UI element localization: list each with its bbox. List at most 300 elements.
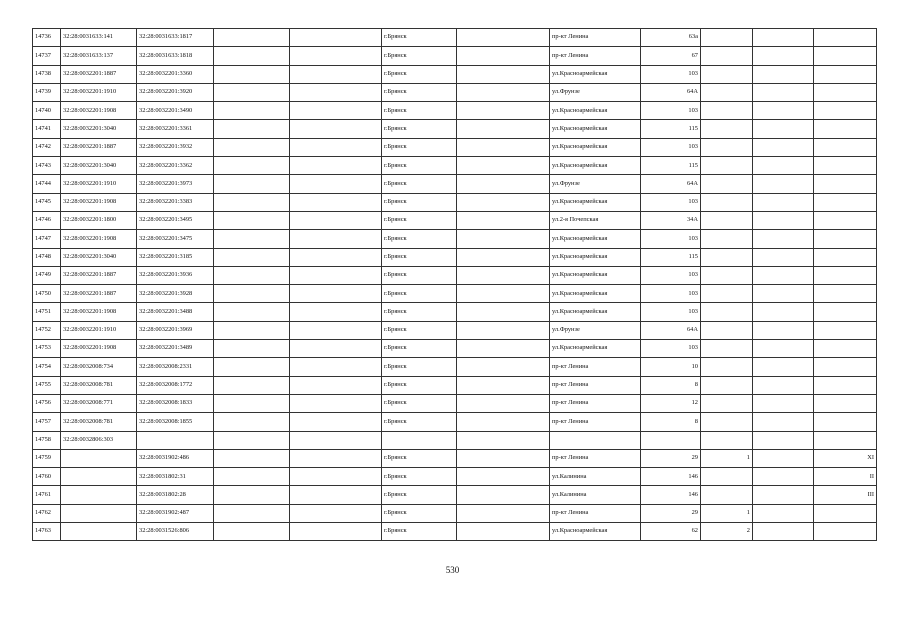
empty-cell: [457, 376, 550, 394]
cadastral-parent: [61, 486, 137, 504]
empty-cell: [290, 431, 382, 449]
street-cell: ул.Фрунзе: [550, 321, 641, 339]
empty-cell: [457, 120, 550, 138]
table-row: [33, 340, 877, 358]
cadastral-number: 32:28:0032201:3360: [137, 65, 214, 83]
empty-cell: [214, 193, 290, 211]
cadastral-number: 32:28:0032201:3928: [137, 285, 214, 303]
empty-cell: [753, 504, 814, 522]
cadastral-number: 32:28:0032008:1772: [137, 376, 214, 394]
house-cell: 8: [641, 376, 701, 394]
empty-cell: [753, 303, 814, 321]
city-cell: г.Брянск: [382, 303, 457, 321]
city-cell: г.Брянск: [382, 449, 457, 467]
empty-cell: [214, 376, 290, 394]
empty-cell: [457, 340, 550, 358]
empty-cell: [214, 431, 290, 449]
empty-cell: [214, 394, 290, 412]
city-cell: г.Брянск: [382, 266, 457, 284]
empty-cell: [214, 102, 290, 120]
empty-cell: [214, 303, 290, 321]
empty-cell: [214, 120, 290, 138]
cadastral-parent: 32:28:0032008:781: [61, 413, 137, 431]
empty-cell: [457, 29, 550, 47]
extra-cell-2: [814, 523, 877, 541]
table-row: [33, 47, 877, 65]
city-cell: г.Брянск: [382, 321, 457, 339]
cadastral-number: 32:28:0032201:3969: [137, 321, 214, 339]
extra-cell-1: [701, 193, 753, 211]
empty-cell: [457, 175, 550, 193]
extra-cell-2: [814, 394, 877, 412]
city-cell: г.Брянск: [382, 285, 457, 303]
city-cell: г.Брянск: [382, 102, 457, 120]
row-number: 14748: [33, 248, 61, 266]
cadastral-number: 32:28:0032201:3383: [137, 193, 214, 211]
row-number: 14746: [33, 211, 61, 229]
table-row: [33, 321, 877, 339]
cadastral-number: 32:28:0031902:486: [137, 449, 214, 467]
empty-cell: [214, 230, 290, 248]
row-number: 14741: [33, 120, 61, 138]
extra-cell-1: [701, 431, 753, 449]
cadastral-number: 32:28:0031526:806: [137, 523, 214, 541]
row-number: 14755: [33, 376, 61, 394]
house-cell: 103: [641, 285, 701, 303]
city-cell: г.Брянск: [382, 211, 457, 229]
empty-cell: [457, 486, 550, 504]
city-cell: г.Брянск: [382, 358, 457, 376]
house-cell: 64А: [641, 175, 701, 193]
street-cell: ул.Красноармейская: [550, 120, 641, 138]
empty-cell: [457, 449, 550, 467]
table-row: [33, 394, 877, 412]
cadastral-number: 32:28:0032201:3488: [137, 303, 214, 321]
cadastral-number: 32:28:0032008:2331: [137, 358, 214, 376]
extra-cell-2: [814, 303, 877, 321]
empty-cell: [457, 157, 550, 175]
cadastral-parent: 32:28:0032008:734: [61, 358, 137, 376]
extra-cell-2: [814, 413, 877, 431]
table-row: [33, 248, 877, 266]
empty-cell: [290, 449, 382, 467]
empty-cell: [214, 321, 290, 339]
empty-cell: [214, 211, 290, 229]
house-cell: 103: [641, 340, 701, 358]
extra-cell-1: [701, 394, 753, 412]
cadastral-number: 32:28:0031802:28: [137, 486, 214, 504]
street-cell: пр-кт Ленина: [550, 358, 641, 376]
house-cell: 12: [641, 394, 701, 412]
empty-cell: [457, 358, 550, 376]
empty-cell: [753, 29, 814, 47]
row-number: 14742: [33, 138, 61, 156]
empty-cell: [457, 138, 550, 156]
street-cell: пр-кт Ленина: [550, 504, 641, 522]
empty-cell: [290, 468, 382, 486]
cadastral-number: 32:28:0032201:3475: [137, 230, 214, 248]
extra-cell-2: [814, 120, 877, 138]
cadastral-parent: 32:28:0031633:141: [61, 29, 137, 47]
empty-cell: [290, 175, 382, 193]
table-row: [33, 431, 877, 449]
house-cell: 115: [641, 120, 701, 138]
empty-cell: [753, 211, 814, 229]
empty-cell: [290, 138, 382, 156]
empty-cell: [214, 486, 290, 504]
cadastral-parent: 32:28:0032008:771: [61, 394, 137, 412]
row-number: 14740: [33, 102, 61, 120]
extra-cell-2: [814, 266, 877, 284]
house-cell: 63а: [641, 29, 701, 47]
city-cell: [382, 431, 457, 449]
empty-cell: [290, 358, 382, 376]
table-row: [33, 285, 877, 303]
house-cell: [641, 431, 701, 449]
empty-cell: [214, 358, 290, 376]
extra-cell-2: [814, 193, 877, 211]
empty-cell: [457, 230, 550, 248]
cadastral-parent: 32:28:0032201:1887: [61, 138, 137, 156]
row-number: 14745: [33, 193, 61, 211]
extra-cell-2: [814, 102, 877, 120]
extra-cell-2: [814, 230, 877, 248]
cadastral-number: 32:28:0032008:1833: [137, 394, 214, 412]
street-cell: ул.Красноармейская: [550, 65, 641, 83]
cadastral-number: 32:28:0032201:3920: [137, 83, 214, 101]
house-cell: 103: [641, 303, 701, 321]
cadastral-parent: 32:28:0032201:1800: [61, 211, 137, 229]
extra-cell-1: [701, 376, 753, 394]
extra-cell-2: [814, 285, 877, 303]
table-row: [33, 376, 877, 394]
cadastral-number: 32:28:0031633:1818: [137, 47, 214, 65]
table-row: [33, 65, 877, 83]
row-number: 14750: [33, 285, 61, 303]
street-cell: пр-кт Ленина: [550, 394, 641, 412]
house-cell: 103: [641, 230, 701, 248]
row-number: 14759: [33, 449, 61, 467]
empty-cell: [214, 47, 290, 65]
cadastral-number: 32:28:0032201:3490: [137, 102, 214, 120]
extra-cell-2: [814, 321, 877, 339]
row-number: 14747: [33, 230, 61, 248]
extra-cell-1: [701, 138, 753, 156]
table-row: [33, 468, 877, 486]
extra-cell-1: [701, 47, 753, 65]
city-cell: г.Брянск: [382, 376, 457, 394]
extra-cell-1: [701, 65, 753, 83]
cadastral-number: [137, 431, 214, 449]
city-cell: г.Брянск: [382, 486, 457, 504]
empty-cell: [457, 266, 550, 284]
cadastral-number: 32:28:0032201:3362: [137, 157, 214, 175]
extra-cell-1: 1: [701, 449, 753, 467]
empty-cell: [457, 47, 550, 65]
street-cell: ул.Фрунзе: [550, 83, 641, 101]
empty-cell: [214, 468, 290, 486]
street-cell: ул.Красноармейская: [550, 248, 641, 266]
extra-cell-1: [701, 340, 753, 358]
table-row: [33, 523, 877, 541]
empty-cell: [290, 321, 382, 339]
empty-cell: [457, 65, 550, 83]
city-cell: г.Брянск: [382, 65, 457, 83]
table-row: [33, 29, 877, 47]
street-cell: ул.Фрунзе: [550, 175, 641, 193]
row-number: 14761: [33, 486, 61, 504]
cadastral-number: 32:28:0032201:3495: [137, 211, 214, 229]
empty-cell: [290, 523, 382, 541]
empty-cell: [214, 504, 290, 522]
city-cell: г.Брянск: [382, 230, 457, 248]
empty-cell: [214, 266, 290, 284]
empty-cell: [753, 413, 814, 431]
empty-cell: [290, 266, 382, 284]
cadastral-parent: 32:28:0032008:781: [61, 376, 137, 394]
extra-cell-1: [701, 230, 753, 248]
empty-cell: [753, 431, 814, 449]
table-row: [33, 413, 877, 431]
house-cell: 103: [641, 193, 701, 211]
extra-cell-2: [814, 175, 877, 193]
empty-cell: [753, 394, 814, 412]
extra-cell-2: [814, 211, 877, 229]
house-cell: 64А: [641, 321, 701, 339]
city-cell: г.Брянск: [382, 138, 457, 156]
row-number: 14736: [33, 29, 61, 47]
street-cell: ул.Красноармейская: [550, 102, 641, 120]
cadastral-number: 32:28:0032201:3973: [137, 175, 214, 193]
table-row: [33, 230, 877, 248]
table-row: [33, 504, 877, 522]
extra-cell-1: [701, 468, 753, 486]
cadastral-parent: 32:28:0032806:303: [61, 431, 137, 449]
table-row: [33, 358, 877, 376]
registry-table: [32, 28, 877, 541]
cadastral-parent: 32:28:0032201:1887: [61, 65, 137, 83]
street-cell: ул.Красноармейская: [550, 157, 641, 175]
empty-cell: [214, 449, 290, 467]
extra-cell-1: [701, 486, 753, 504]
empty-cell: [753, 248, 814, 266]
empty-cell: [290, 285, 382, 303]
empty-cell: [290, 29, 382, 47]
empty-cell: [290, 47, 382, 65]
house-cell: 29: [641, 504, 701, 522]
house-cell: 146: [641, 486, 701, 504]
cadastral-number: 32:28:0032201:3361: [137, 120, 214, 138]
empty-cell: [753, 376, 814, 394]
house-cell: 67: [641, 47, 701, 65]
empty-cell: [753, 486, 814, 504]
city-cell: г.Брянск: [382, 523, 457, 541]
table-row: [33, 120, 877, 138]
empty-cell: [290, 486, 382, 504]
city-cell: г.Брянск: [382, 120, 457, 138]
extra-cell-1: [701, 358, 753, 376]
house-cell: 34А: [641, 211, 701, 229]
table-row: [33, 138, 877, 156]
city-cell: г.Брянск: [382, 413, 457, 431]
empty-cell: [290, 248, 382, 266]
extra-cell-1: [701, 266, 753, 284]
empty-cell: [214, 83, 290, 101]
cadastral-parent: 32:28:0032201:1887: [61, 266, 137, 284]
empty-cell: [214, 175, 290, 193]
empty-cell: [290, 413, 382, 431]
extra-cell-2: [814, 157, 877, 175]
row-number: 14756: [33, 394, 61, 412]
street-cell: [550, 431, 641, 449]
extra-cell-2: XI: [814, 449, 877, 467]
empty-cell: [290, 303, 382, 321]
empty-cell: [214, 523, 290, 541]
empty-cell: [753, 266, 814, 284]
empty-cell: [753, 321, 814, 339]
cadastral-parent: 32:28:0032201:3040: [61, 248, 137, 266]
cadastral-parent: [61, 523, 137, 541]
empty-cell: [753, 358, 814, 376]
empty-cell: [753, 175, 814, 193]
empty-cell: [457, 211, 550, 229]
extra-cell-2: II: [814, 468, 877, 486]
empty-cell: [290, 157, 382, 175]
row-number: 14752: [33, 321, 61, 339]
extra-cell-2: [814, 83, 877, 101]
city-cell: г.Брянск: [382, 175, 457, 193]
city-cell: г.Брянск: [382, 193, 457, 211]
cadastral-number: 32:28:0032201:3185: [137, 248, 214, 266]
street-cell: пр-кт Ленина: [550, 449, 641, 467]
street-cell: ул.Красноармейская: [550, 523, 641, 541]
empty-cell: [457, 285, 550, 303]
empty-cell: [753, 65, 814, 83]
table-row: [33, 83, 877, 101]
city-cell: г.Брянск: [382, 468, 457, 486]
extra-cell-2: [814, 65, 877, 83]
table-row: [33, 303, 877, 321]
house-cell: 103: [641, 102, 701, 120]
cadastral-number: 32:28:0031633:1817: [137, 29, 214, 47]
extra-cell-2: [814, 138, 877, 156]
house-cell: 115: [641, 248, 701, 266]
cadastral-parent: [61, 504, 137, 522]
city-cell: г.Брянск: [382, 248, 457, 266]
cadastral-parent: 32:28:0032201:1887: [61, 285, 137, 303]
row-number: 14762: [33, 504, 61, 522]
empty-cell: [290, 376, 382, 394]
table-row: [33, 449, 877, 467]
street-cell: ул.Красноармейская: [550, 340, 641, 358]
cadastral-number: 32:28:0032008:1855: [137, 413, 214, 431]
empty-cell: [457, 468, 550, 486]
empty-cell: [753, 138, 814, 156]
extra-cell-1: [701, 83, 753, 101]
city-cell: г.Брянск: [382, 47, 457, 65]
table-row: [33, 102, 877, 120]
house-cell: 29: [641, 449, 701, 467]
house-cell: 146: [641, 468, 701, 486]
cadastral-parent: 32:28:0031633:137: [61, 47, 137, 65]
table-row: [33, 157, 877, 175]
row-number: 14751: [33, 303, 61, 321]
row-number: 14738: [33, 65, 61, 83]
extra-cell-1: [701, 29, 753, 47]
cadastral-parent: 32:28:0032201:1908: [61, 303, 137, 321]
empty-cell: [457, 504, 550, 522]
extra-cell-2: [814, 504, 877, 522]
city-cell: г.Брянск: [382, 29, 457, 47]
empty-cell: [214, 285, 290, 303]
house-cell: 10: [641, 358, 701, 376]
empty-cell: [457, 394, 550, 412]
street-cell: ул.Красноармейская: [550, 230, 641, 248]
empty-cell: [214, 157, 290, 175]
street-cell: ул.Красноармейская: [550, 285, 641, 303]
extra-cell-1: [701, 413, 753, 431]
extra-cell-1: 2: [701, 523, 753, 541]
table-row: [33, 266, 877, 284]
empty-cell: [214, 138, 290, 156]
empty-cell: [290, 120, 382, 138]
empty-cell: [457, 431, 550, 449]
house-cell: 103: [641, 266, 701, 284]
empty-cell: [457, 83, 550, 101]
extra-cell-1: 1: [701, 504, 753, 522]
empty-cell: [214, 65, 290, 83]
empty-cell: [753, 83, 814, 101]
row-number: 14737: [33, 47, 61, 65]
cadastral-parent: 32:28:0032201:1908: [61, 340, 137, 358]
empty-cell: [753, 120, 814, 138]
extra-cell-1: [701, 248, 753, 266]
extra-cell-1: [701, 321, 753, 339]
house-cell: 62: [641, 523, 701, 541]
street-cell: ул.Красноармейская: [550, 138, 641, 156]
extra-cell-2: [814, 340, 877, 358]
empty-cell: [457, 193, 550, 211]
street-cell: ул.Красноармейская: [550, 303, 641, 321]
cadastral-parent: 32:28:0032201:1910: [61, 175, 137, 193]
street-cell: ул.Красноармейская: [550, 266, 641, 284]
extra-cell-1: [701, 157, 753, 175]
empty-cell: [457, 102, 550, 120]
empty-cell: [753, 47, 814, 65]
page-number: 530: [445, 565, 460, 575]
table-row: [33, 211, 877, 229]
extra-cell-2: [814, 29, 877, 47]
empty-cell: [290, 83, 382, 101]
extra-cell-2: [814, 376, 877, 394]
extra-cell-1: [701, 102, 753, 120]
empty-cell: [753, 102, 814, 120]
extra-cell-2: [814, 431, 877, 449]
cadastral-number: 32:28:0031802:31: [137, 468, 214, 486]
cadastral-number: 32:28:0032201:3936: [137, 266, 214, 284]
table-row: [33, 486, 877, 504]
cadastral-parent: 32:28:0032201:1908: [61, 193, 137, 211]
empty-cell: [290, 504, 382, 522]
cadastral-parent: 32:28:0032201:1910: [61, 83, 137, 101]
empty-cell: [457, 248, 550, 266]
empty-cell: [753, 157, 814, 175]
cadastral-parent: 32:28:0032201:1910: [61, 321, 137, 339]
row-number: 14763: [33, 523, 61, 541]
house-cell: 103: [641, 65, 701, 83]
extra-cell-1: [701, 303, 753, 321]
street-cell: ул.2-я Почепская: [550, 211, 641, 229]
